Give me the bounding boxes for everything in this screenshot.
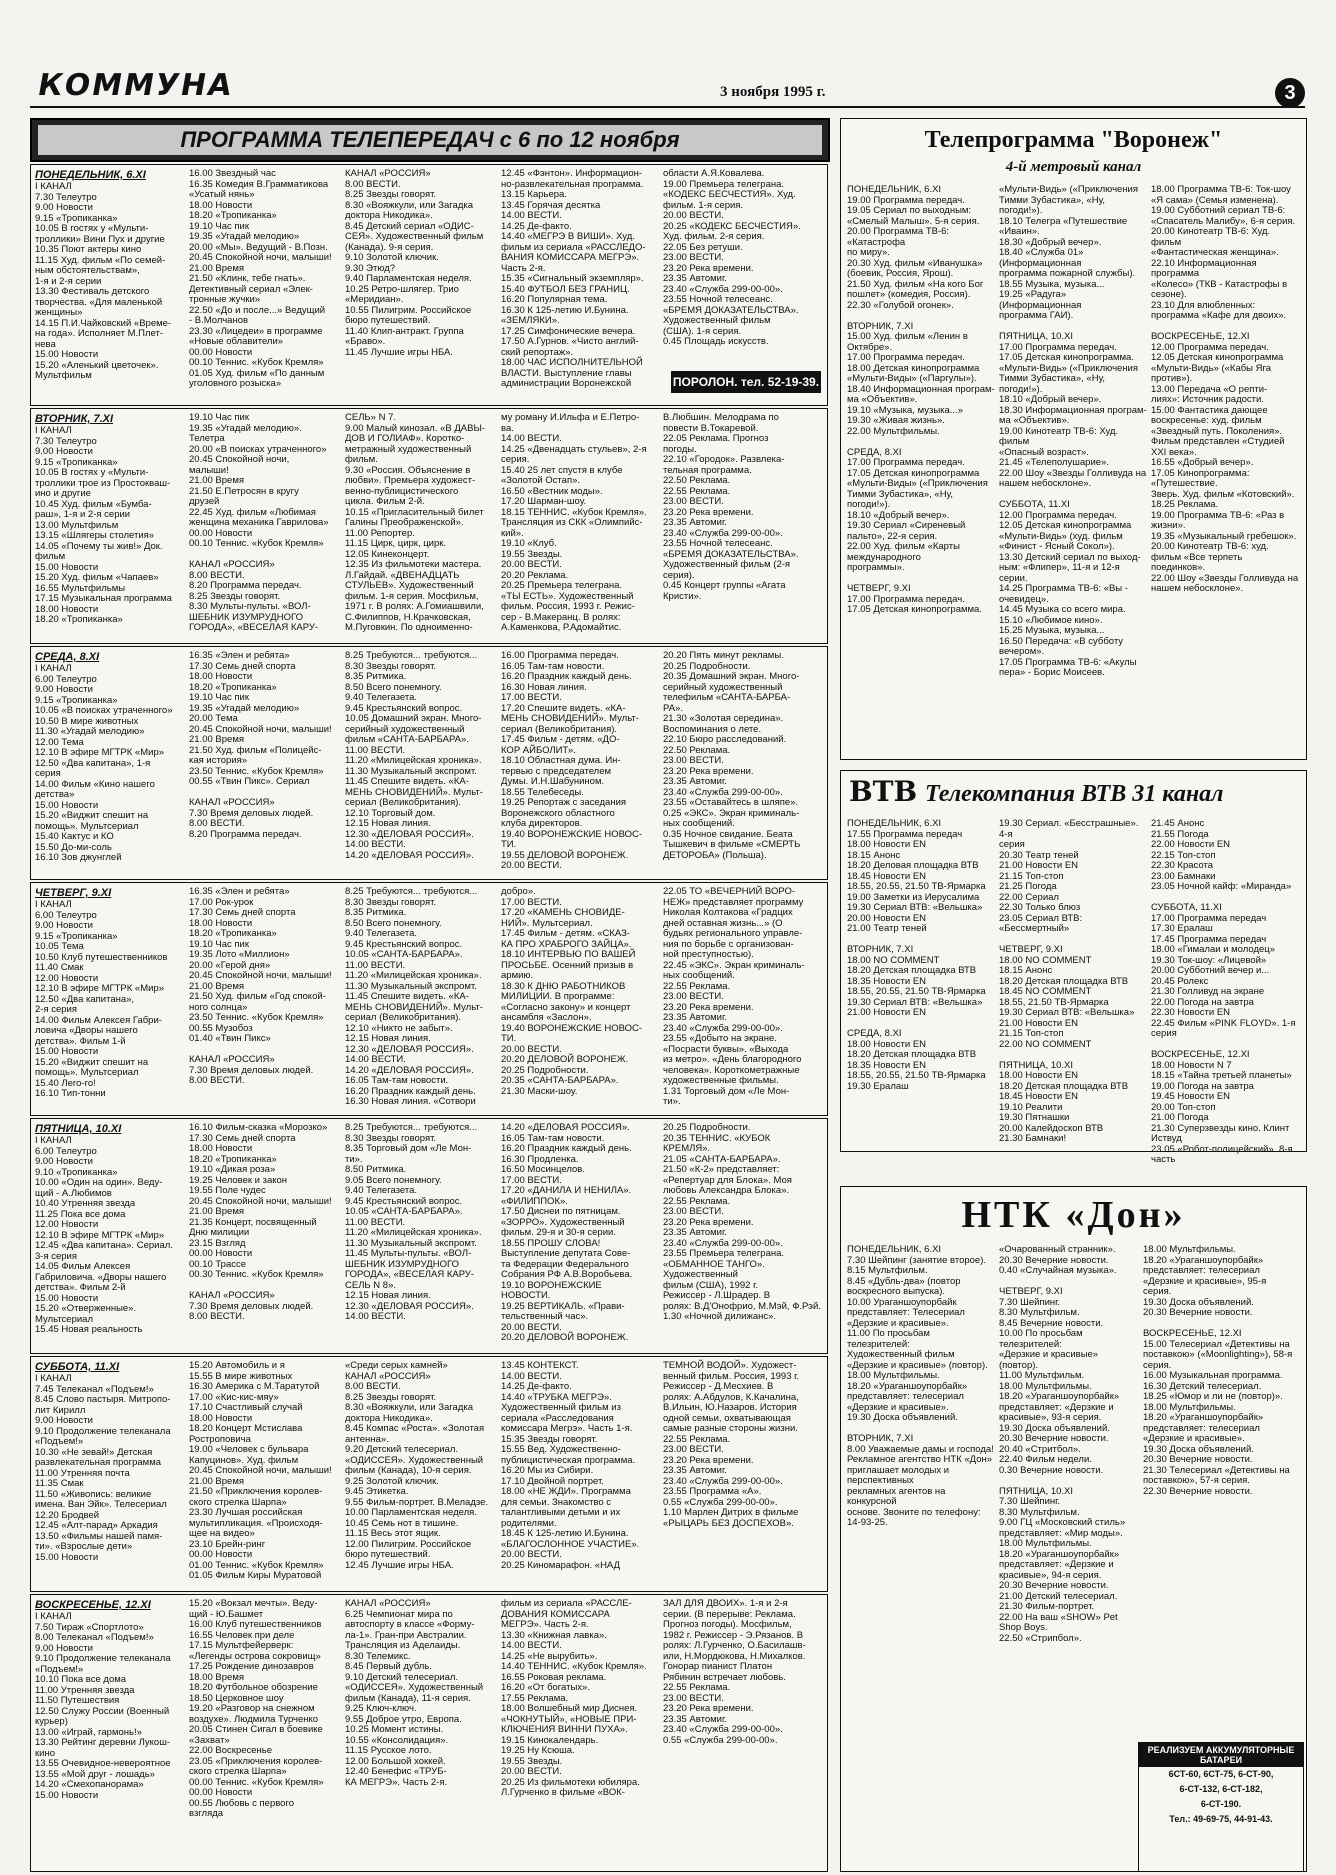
voronezh-col: 18.00 Программа ТВ-6: Ток-шоу «Я сама» (Семья изменена). 19.00 Субботний сериал ТВ-6: «Спасатель Малибу», 6-я серия. 20.00 Кинотеатр ТВ-6: Худ. фильм «Фантастическая женщина». 22.10 Информационная программа «Колесо» (ТКВ - Катастрофы в сезоне). 23.10 Для влюбленных: программа «Кафе для двоих». ВОСКРЕСЕНЬЕ, 12.XI 12.00 Программа передач. 12.05 Детская кинопрограмма «Мульти-Видь» («Кабы Яга против»). 13.00 Передача «О репти- лиях»: Источник радости. 15.00 Фантастика дающее воскресенье: худ. фильм «Звездный путь. Поколения». Фильм представлен «Студией XXI века». 16.55 «Добрый вечер». 17.05 Кинопрограмма: «Путешествие. Зверь. Худ. фильм «Котовский». 18.25 Реклама. 19.00 Программа ТВ-6: «Раз в жизни». 19.35 «Музыкальный гребешок». 20.00 Кинотеатр ТВ-6: худ. фильм «Все терпеть поединков». 22.00 Шоу «Звезды Голливуда на нашем небосклоне». bbox=[1151, 184, 1299, 594]
vtv-title: Телекомпания ВТВ 31 канал bbox=[925, 781, 1224, 807]
day-col: 8.25 Требуются... требуются... 8.30 Звезды говорят. 8.35 Ритмика. 8.50 Всего понемногу. 9.40 Телегазета. 9.45 Крестьянский вопрос. 10.05 Домашний экран. Много- серийный художественный фильм «САНТА-БАРБАРА». 11.00 ВЕСТИ. 11.20 «Милицейская хроника». 11.30 Музыкальный экспромт. 11.45 Спешите видеть. «КА- МЕНЬ СНОВИДЕНИЙ». Мульт- сериал (Великобритания). 12.10 Торговый дом. 12.15 Новая линия. 12.30 «ДЕЛОВАЯ РОССИЯ». 14.00 ВЕСТИ. 14.20 «ДЕЛОВАЯ РОССИЯ». bbox=[345, 650, 483, 861]
ntk-col: 18.00 Мультфильмы. 18.20 «Ураганшоупорбайк» представляет: телесериал «Дерзкие и красивые», 95-я серия. 19.30 Доска объявлений. 20.30 Вечерние новости. ВОСКРЕСЕНЬЕ, 12.XI 15.00 Телесериал «Детективы на поставкою» («Moonlighting»), 58-я серия. 16.00 Музыкальная программа. 16.30 Детский телесериал. 18.25 «Юмор и ли не (повтор)». 18.00 Мультфильмы. 18.20 «Ураганшоупорбайк» представляет: телесериал «Дерзкие и красивые». 19.30 Доска объявлений. 20.30 Вечерние новости. 21.30 Телесериал «Детективы на поставкою», 57-я серия. 22.30 Вечерние новости. bbox=[1143, 1244, 1293, 1497]
day-col: 16.00 Программа передач. 16.05 Там-там новости. 16.20 Праздник каждый день. 16.30 Новая линия. 17.00 ВЕСТИ. 17.20 Спешите видеть. «КА- МЕНЬ СНОВИДЕНИЙ». Мульт- сериал (Великобритания). 17.45 Фильм - детям. «ДО- КОР АЙБОЛИТ». 18.10 Областная дума. Ин- тервью с председателем Думы. И.Н.Шабунином. 18.55 Телебеседы. 19.25 Репортаж с заседания Воронежского областного клуба директоров. 19.40 ВОРОНЕЖСКИЕ НОВОС- ТИ. 19.55 ДЕЛОВОЙ ВОРОНЕЖ. 20.00 ВЕСТИ. bbox=[501, 650, 643, 871]
schedule-text: I КАНАЛ 7.45 Телеканал «Подъем!» 8.45 Слово пастыря. Митропо- лит Кирилл 9.00 Новости 9.10 Продолжение телеканала «Подъем!» 10.30 «Не зевай!» Детская развлекательная программа 11.00 Утренняя почта 11.35 Смак 11.50 «Живопись: великие имена. Ван Эйк». Телесериал 12.20 Бродвей 12.45 «Алт-парад» Аркадия 13.50 «Фильмы нашей памя- ти». «Взрослые дети» 15.00 Новости bbox=[35, 1373, 171, 1563]
day-col: «Среди серых камней» КАНАЛ «РОССИЯ» 8.00 ВЕСТИ. 8.25 Звезды говорят. 8.30 «Вояжкули, или Загадка доктора Никодика». 8.45 Компас «Роста». «Золотая антенна». 9.20 Детский телесериал. «ОДИССЕЯ». Художественный фильм (Канада), 10-я серия. 9.25 Золотой ключик. 9.45 Этикетка. 9.55 Фильм-портрет. В.Меладзе. 10.00 Парламентская неделя. 10.45 Семь нот в тишине. 11.15 Весь этот ящик. 12.00 Пилигрим. Российское бюро путешествий. 12.45 Лучшие игры НБА. bbox=[345, 1360, 489, 1571]
program-banner bbox=[30, 118, 830, 162]
day-col: 16.10 Фильм-сказка «Морозко» 17.30 Семь дней спорта 18.00 Новости 18.20 «Тропиканка» 19.10 «Дикая роза» 19.25 Человек и закон 19.55 Поле чудес 20.45 Спокойной ночи, малыши! 21.00 Время 21.35 Концерт, посвященный Дню милиции 23.15 Взгляд 00.00 Новости 00.10 Трассе 00.30 Теннис. «Кубок Кремля» КАНАЛ «РОССИЯ» 7.30 Время деловых людей. 8.00 ВЕСТИ. bbox=[189, 1122, 332, 1322]
day-heading: ВТОРНИК, 7.XI bbox=[35, 413, 114, 425]
day-heading: ПОНЕДЕЛЬНИК, 6.XI bbox=[35, 169, 146, 181]
schedule-text: I КАНАЛ 7.50 Тираж «Спортлото» 8.00 Телеканал «Подъем!» 9.00 Новости 9.10 Продолжение телеканала «Подъем!» 10.10 Пока все дома 11.00 Утренняя звезда 11.50 Путешествия 12.50 Служу России (Военный курьер) 13.00 «Играй, гармонь!» 13.30 Рейтинг деревни Лукош- кино 13.55 Очевидное-невероятное 13.55 «Мой друг - лошадь» 14.20 «Смехопанорама» 15.00 Новости bbox=[35, 1611, 171, 1801]
day-block-thursday bbox=[30, 882, 828, 1116]
day-col: 19.10 Час пик 19.35 «Угадай мелодию». Телетра 20.00 «В поисках утраченного» 20.45 Спокойной ночи, малыши! 21.00 Время 21.50 Е.Петросян в кругу друзей 22.45 Худ. фильм «Любимая женщина механика Гаврилова» 00.00 Новости 00.10 Теннис. «Кубок Кремля» КАНАЛ «РОССИЯ» 8.00 ВЕСТИ. 8.20 Программа передач. 8.25 Звезды говорят. 8.30 Мульты-пульты. «ВОЛ- ШЕБНИК ИЗУМРУДНОГО ГОРОДА», «ВЕСЕЛАЯ КАРУ- bbox=[189, 412, 329, 633]
day-block-sunday bbox=[30, 1594, 828, 1872]
day-block-saturday bbox=[30, 1356, 828, 1592]
day-block-friday bbox=[30, 1118, 828, 1354]
day-col: 16.35 «Элен и ребята» 17.30 Семь дней спорта 18.00 Новости 18.20 «Тропиканка» 19.10 Час пик 19.35 «Угадай мелодию» 20.00 Тема 20.45 Спокойной ночи, малыши! 21.00 Время 21.50 Худ. фильм «Полицейс- кая история» 23.50 Теннис. «Кубок Кремля» 00.55 «Твин Пикс». Сериал КАНАЛ «РОССИЯ» 7.30 Время деловых людей. 8.00 ВЕСТИ. 8.20 Программа передач. bbox=[189, 650, 332, 840]
vtv-program-block bbox=[840, 770, 1307, 1165]
ad-phone: Тел.: 49-69-75, 44-91-43. bbox=[1169, 1814, 1273, 1824]
day-heading: СРЕДА, 8.XI bbox=[35, 651, 100, 663]
ad-line: 6СТ-60, 6СТ-75, 6-СТ-90, bbox=[1168, 1769, 1274, 1779]
day-col: ЗАЛ ДЛЯ ДВОИХ». 1-я и 2-я серии. (В перерыве: Реклама. Прогноз погоды). Мосфильм, 1982 г. Режиссер - Э.Рязанов. В ролях: Л.Гурченко, О.Басилашв- или, Н.Мордюкова, Н.Михалков. Гонорар пианист Платон Рябинин встречает любовь. 22.55 Реклама. 23.00 ВЕСТИ. 23.20 Река времени. 23.35 Автомиг. 23.40 «Служба 299-00-00». 0.55 «Служба 299-00-00». bbox=[663, 1598, 806, 1746]
day-col bbox=[35, 1361, 185, 1587]
day-col: В.Любшин. Мелодрама по повести В.Токаревой. 22.05 Реклама. Прогноз погоды. 22.10 «Городок». Развлека- тельная программа. 22.50 Реклама. 22.55 Реклама. 23.00 ВЕСТИ. 23.20 Река времени. 23.35 Автомиг. 23.40 «Служба 299-00-00». 23.55 Ночной телесеанс. «БРЕМЯ ДОКАЗАТЕЛЬСТВА». Художественный фильм (2-я серия). 0.45 Концерт группы «Агата Кристи». bbox=[663, 412, 799, 602]
day-col bbox=[35, 1123, 185, 1349]
day-heading: ПЯТНИЦА, 10.XI bbox=[35, 1123, 122, 1135]
day-col: 15.20 Автомобиль и я 15.55 В мире животных 16.30 Америка с М.Таратутой 17.00 «Кис-кис-мяу» 17.10 Счастливый случай 18.00 Новости 18.20 Концерт Мстислава Ростроповича 19.00 «Человек с бульвара Капуцинов». Худ. фильм 20.45 Спокойной ночи, малыши! 21.00 Время 21.50 «Приключения королев- ского стрелка Шарпа» 23.30 Лучшая российская мультипликация. «Происходя- щее на видео» 23.10 Брейн-ринг 00.00 Новости 01.00 Теннис. «Кубок Кремля» 01.05 Фильм Киры Муратовой bbox=[189, 1360, 332, 1581]
voronezh-program-block bbox=[840, 118, 1307, 760]
vtv-col: ПОНЕДЕЛЬНИК, 6.XI 17.55 Программа передач 18.00 Новости EN 18.15 Анонс 18.20 Деловая площадка ВТВ 18.45 Новости EN 18.55, 20.55, 21.50 ТВ-Ярмарка 19.00 Заметки из Иерусалима 19.30 Сериал ВТВ: «Вельшка» 20.00 Новости EN 21.00 Театр теней ВТОРНИК, 7.XI 18.00 NO COMMENT 18.20 Детская площадка ВТВ 18.35 Новости EN 18.55, 20.55, 21.50 ТВ-Ярмарка 19.30 Сериал ВТВ: «Вельшка» 21.00 Новости EN СРЕДА, 8.XI 18.00 Новости EN 18.20 Детская площадка ВТВ 18.35 Новости EN 18.55, 20.55, 21.50 ТВ-Ярмарка 19.30 Ералаш bbox=[847, 818, 986, 1092]
day-col: 12.45 «Фэнтон». Информацион- но-развлекательная программа. 13.15 Карьера. 13.45 Горячая десятка 14.00 ВЕСТИ. 14.25 Де-факто. 14.40 «МЕГРЭ В ВИШИ». Худ. фильм из сериала «РАССЛЕДО- ВАНИЯ КОМИССАРА МЕГРЭ». Часть 2-я. 15.35 «Сигнальный экземпляр». 15.40 ФУТБОЛ БЕЗ ГРАНИЦ. 16.20 Популярная тема. 16.30 К 125-летию И.Бунина. «ЗЕМЛЯКИ». 17.25 Симфонические вечера. 17.50 А.Гурнов. «Чисто англий- ский репортаж». 18.00 ЧАС ИСПОЛНИТЕЛЬНОЙ ВЛАСТИ. Выступление главы администрации Воронежской bbox=[501, 168, 646, 389]
day-col bbox=[35, 651, 185, 875]
ad-phone-strip: ПОРОЛОН. тел. 52-19-39. bbox=[671, 371, 821, 393]
day-col: 13.45 КОНТЕКСТ. 14.00 ВЕСТИ. 14.25 Де-факто. 14.40 «ТРУБКА МЕГРЭ». Художественный фильм из сериала «Расследования комиссара Мегрэ». Часть 1-я. 15.35 Звезды говорят. 15.55 Вед. Художественно- публицистическая программа. 16.20 Мы из Сибири. 17.10 Двойной портрет. 18.00 «НЕ ЖДИ». Программа для семьи. Знакомство с талантливыми детьми и их родителями. 18.45 К 125-летию И.Бунина. «БЛАГОСЛОННОЕ УЧАСТИЕ». 20.00 ВЕСТИ. 20.25 Киномарафон. «НАД bbox=[501, 1360, 640, 1571]
schedule-text: I КАНАЛ 6.00 Телеутро 9.00 Новости 9.15 «Тропиканка» 10.05 «В поисках утраченного» 10.50 В мире животных 11.30 «Угадай мелодию» 12.00 Тема 12.10 В эфире МГТРК «Мир» 12.50 «Два капитана», 1-я серия 14.00 Фильм «Кино нашего детства» 15.00 Новости 15.20 «Виджит спешит на помощь». Мультсериал 15.40 Кактус и КО 15.50 До-ми-соль 16.10 Зов джунглей bbox=[35, 663, 173, 863]
day-col: КАНАЛ «РОССИЯ» 6.25 Чемпионат мира по автоспорту в классе «Форму- ла-1». Гран-при Австралии. Трансляция из Аделаиды. 8.30 Телемикс. 8.45 Первый дубль. 9.10 Детский телесериал. «ОДИССЕЯ». Художественный фильм (Канада), 11-я серия. 9.25 Ключ-ключ. 9.55 Доброе утро, Европа. 10.25 Момент истины. 10.55 «Консолидация». 11.15 Русское лото. 12.00 Большой хоккей. 12.40 Бенефис «ТРУБ- КА МЕГРЭ». Часть 2-я. bbox=[345, 1598, 484, 1788]
schedule-text: I КАНАЛ 6.00 Телеутро 9.00 Новости 9.15 «Тропиканка» 10.05 Тема 10.50 Клуб путешественников 11.40 Смак 12.00 Новости 12.10 В эфире МГТРК «Мир» 12.50 «Два капитана», 2-я серия 14.00 Фильм Алексея Габри- ловича «Дворы нашего детства». Фильм 1-й 15.00 Новости 15.20 «Виджит спешит на помощь». Мультсериал 15.40 Лего-го! 16.10 Тип-тонни bbox=[35, 899, 168, 1099]
day-col: 8.25 Требуются... требуются... 8.30 Звезды говорят. 8.35 Торговый дом «Ле Мон- ти». 8.50 Ритмика. 9.05 Всего понемногу. 9.40 Телегазета. 9.45 Крестьянский вопрос. 10.05 «САНТА-БАРБАРА». 11.00 ВЕСТИ. 11.20 «Милицейская хроника». 11.30 Музыкальный экспромт. 11.45 Мульты-пульты. «ВОЛ- ШЕБНИК ИЗУМРУДНОГО ГОРОДА», «ВЕСЕЛАЯ КАРУ- СЕЛЬ N 8». 12.15 Новая линия. 12.30 «ДЕЛОВАЯ РОССИЯ». 14.00 ВЕСТИ. bbox=[345, 1122, 482, 1322]
schedule-text: I КАНАЛ 6.00 Телеутро 9.00 Новости 9.10 «Тропиканка» 10.00 «Один на один». Веду- щий - А.Любимов 10.40 Утренняя звезда 11.25 Пока все дома 12.00 Новости 12.10 В эфире МГТРК «Мир» 12.45 «Два капитана». Сериал. 3-я серия 14.05 Фильм Алексея Габриловича. «Дворы нашего детства». Фильм 2-й 15.00 Новости 15.20 «Отверженные». Мультсериал 15.45 Новая реальность bbox=[35, 1135, 173, 1335]
issue-date: 3 ноября 1995 г. bbox=[720, 84, 826, 100]
day-col bbox=[35, 1599, 185, 1867]
day-col: 20.25 Подробности. 20.35 ТЕННИС. «КУБОК КРЕМЛЯ». 21.05 «САНТА-БАРБАРА». 21.50 «К-2» представляет: «Репертуар для Блока». Моя любовь Александра Блока». 22.55 Реклама. 23.00 ВЕСТИ. 23.20 Река времени. 23.35 Автомиг. 23.40 «Служба 299-00-00». 23.55 Премьера телеграна. «ОБМАННОЕ ТАНГО». Художественный фильм (США), 1992 г. Режиссер - Л.Шрадер. В ролях: В.Д'Онофрио, М.Мэй, Ф.Рэй. 1.30 «Ночной дилижанс». bbox=[663, 1122, 821, 1322]
day-col: ТЕМНОЙ ВОДОЙ». Художест- венный фильм. Россия, 1993 г. Режиссер - Д.Месхиев. В ролях: А.Абдулов, К.Качалина, В.Ильин, Ю.Назаров. История одной семьи, охватывающая самые разные стороны жизни. 22.55 Реклама. 23.00 ВЕСТИ. 23.20 Река времени. 23.35 Автомиг. 23.40 «Служба 299-00-00». 23.55 Программа «А». 0.55 «Служба 299-00-00». 1.10 Марлен Дитрих в фильме «РЫЦАРЬ БЕЗ ДОСПЕХОВ». bbox=[663, 1360, 800, 1529]
day-block-tuesday bbox=[30, 408, 828, 644]
ntk-title: НТК «Дон» bbox=[961, 1194, 1186, 1236]
ntk-col: ПОНЕДЕЛЬНИК, 6.XI 7.30 Шейпинг (занятие второе). 8.15 Мультфильм. 8.45 «Дубль-два» (повтор воскресного выпуска). 10.00 Ураганшоупорбайк представляет: Телесериал «Дерзкие и красивые». 11.00 По просьбам телезрителей: Художественный фильм «Дерзкие и красивые» (повтор). 18.00 Мультфильмы. 18.20 «Ураганшоупорбайк» представляет: телесериал «Дерзкие и красивые». 19.30 Доска объявлений. ВТОРНИК, 7.XI 8.00 Уважаемые дамы и господа! Рекламное агентство НТК «Дон» приглашает молодых и перспективных рекламных агентов на конкурсной основе. Звоните по телефону: 14-93-25. bbox=[847, 1244, 994, 1528]
ad-title: РЕАЛИЗУЕМ АККУМУЛЯТОРНЫЕ БАТАРЕИ bbox=[1139, 1743, 1303, 1767]
day-heading: ЧЕТВЕРГ, 9.XI bbox=[35, 887, 112, 899]
voronezh-title: Телепрограмма "Воронеж" bbox=[924, 127, 1223, 153]
schedule-text: I КАНАЛ 7.30 Телеутро 9.00 Новости 9.15 «Тропиканка» 10.05 В гостях у «Мульти- троллики» Вини Пух и другие 10.35 Поют актеры кино 11.15 Худ. фильм «По семей- ным обстоятельствам», 1-я и 2-я серии 13.30 Фестиваль детского творчества. «Для маленькой женщины» 14.15 П.И.Чайковский «Време- на года». Исполняет М.Плет- нева 15.00 Новости 15.20 «Аленький цветочек». Мультфильм bbox=[35, 181, 172, 381]
voronezh-col: «Мульти-Видь» («Приключения Тимми Зубастика», «Ну, погоди!»). 18.10 Телегра «Путешествие «Иваин». 18.30 «Добрый вечер». 18.40 «Служба 01» (Информационная программа пожарной службы). 18.55 Музыка, музыка... 19.25 «Радуга» (Информационная программа ГАИ). ПЯТНИЦА, 10.XI 17.00 Программа передач. 17.05 Детская кинопрограмма. «Мульти-Видь» («Приключения Тимми Зубастика», «Ну, погоди!»). 18.10 «Добрый вечер». 18.30 Информационная програм- ма «Объектив». 19.00 Кинотеатр ТВ-6: Худ. фильм «Опасный возраст». 21.45 «Телеполушарие». 22.00 Шоу «Звезды Голливуда на нашем небосклоне». СУББОТА, 11.XI 12.00 Программа передач. 12.05 Детская кинопрограмма «Мульти-Видь» (худ. фильм «Финист - Ясный Сокол»). 13.30 Детский сериал по выход- ным: «Флипер», 11-я и 12-я серии. 14.25 Программа ТВ-6: «Вы - очевидец». 14.45 Музыка со всего мира. 15.10 «Любимое кино». 15.25 Музыка, музыка... 16.50 Передача: «В субботу вечером». 17.05 Программа ТВ-6: «Акулы пера» - Борис Моисеев. bbox=[999, 184, 1147, 678]
day-col: 15.20 «Вокзал мечты». Веду- щий - Ю.Башмет 16.00 Клуб путешественников 16.55 Человек при деле 17.15 Мультфейерверк: «Легенды острова сокровищ» 17.25 Рождение динозавров 18.00 Время 18.20 Футбольное обозрение 18.50 Церковное шоу 19.20 «Разговор на снежном воздухе». Людмила Турченко 20.05 Стинен Сигал в боевике «Захват» 22.00 Воскресенье 23.05 «Приключения королев- ского стрелка Шарпа» 00.00 Теннис. «Кубок Кремля» 00.00 Новости 00.55 Любовь с первого взгляда bbox=[189, 1598, 324, 1819]
newspaper-logo: КОММУНА bbox=[34, 68, 237, 103]
ad-line: 6-СТ-190. bbox=[1200, 1799, 1242, 1809]
day-col: му роману И.Ильфа и Е.Петро- ва. 14.00 ВЕСТИ. 14.25 «Двенадцать стульев», 2-я серия. 15.40 25 лет спустя в клубе «Золотой Остап». 16.50 «Вестник моды». 17.20 Шарман-шоу. 18.15 ТЕННИС. «Кубок Кремля». Трансляция из СКК «Олимпийс- кий». 19.10 «Клуб. 19.55 Звезды. 20.00 ВЕСТИ. 20.20 Реклама. 20.25 Премьера телеграна. «ТЫ ЕСТЬ». Художественный фильм. Россия, 1993 г. Режис- сер - В.Макеранц. В ролях: А.Каменкова, Р.Адомайтис. bbox=[501, 412, 647, 633]
schedule-text: I КАНАЛ 7.30 Телеутро 9.00 Новости 9.15 «Тропиканка» 10.05 В гостях у «Мульти- троллики трое из Простокваш- ино и другие 10.45 Худ. фильм «Бумба- раш», 1-я и 2-я серии 13.00 Мультфильм 13.15 «Шлягеры столетия» 14.05 «Почему ты жив!» Док. фильм 15.00 Новости 15.20 Худ. фильм «Чапаев» 16.55 Мультфильмы 17.15 Музыкальная программа 18.00 Новости 18.20 «Тропиканка» bbox=[35, 425, 172, 625]
day-col: КАНАЛ «РОССИЯ» 8.00 ВЕСТИ. 8.25 Звезды говорят. 8.30 «Вояжкули, или Загадка доктора Никодика». 8.45 Детский сериал «ОДИС- СЕЯ». Художественный фильм (Канада). 9-я серия. 9.10 Золотой ключик. 9.30 Этюд? 9.40 Парламентская неделя. 10.25 Ретро-шлягер. Трио «Меридиан». 10.55 Пилигрим. Российское бюро путешествий. 11.40 Клип-антракт. Группа «Браво». 11.45 Лучшие игры НБА. bbox=[345, 168, 484, 358]
day-col: 22.05 ТО «ВЕЧЕРНИЙ ВОРО- НЕЖ» представляет программу Николая Колтакова «Градцих дней оставная жизнь...» (О будьях регионального управле- ния по борьбе с организован- ной преступностью). 22.45 «ЭКС». Экран криминаль- ных сообщений. 22.55 Реклама. 23.00 ВЕСТИ. 23.20 Река времени. 23.35 Автомиг. 23.40 «Служба 299-00-00». 23.55 «Добыто на экране. «Посрасти буквы». «Выхода из метро». «День благородного человека». Короткометражные художественные фильмы. 1.31 Торговый дом «Ле Мон- ти». bbox=[663, 886, 805, 1107]
day-col: 8.25 Требуются... требуются... 8.30 Звезды говорят. 8.35 Ритмика. 8.50 Всего понемногу. 9.40 Телегазета. 9.45 Крестьянский вопрос. 10.05 «САНТА-БАРБАРА». 11.00 ВЕСТИ. 11.20 «Милицейская хроника». 11.30 Музыкальный экспромт. 11.45 Спешите видеть. «КА- МЕНЬ СНОВИДЕНИЙ». Мульт- сериал (Великобритания). 12.10 «Никто не забыт». 12.15 Новая линия. 12.30 «ДЕЛОВАЯ РОССИЯ». 14.00 ВЕСТИ. 14.20 «ДЕЛОВАЯ РОССИЯ». 16.05 Там-там новости. 16.20 Праздник каждый день. 16.30 Новая линия. «Сотвори bbox=[345, 886, 483, 1107]
day-col bbox=[35, 169, 185, 401]
ad-line: 6-СТ-132, 6-СТ-182, bbox=[1179, 1784, 1263, 1794]
day-block-monday bbox=[30, 164, 828, 406]
battery-ad bbox=[1138, 1742, 1304, 1872]
vtv-col: 19.30 Сериал. «Бесстрашные». 4-я серия 20.30 Театр теней 21.00 Новости EN 21.15 Топ-стоп 21.25 Погода 22.00 Сериал 22.30 Только блюз 23.05 Сериал ВТВ: «Бессмертный» ЧЕТВЕРГ, 9.XI 18.00 NO COMMENT 18.15 Анонс 18.20 Детская площадка ВТВ 18.45 NO COMMENT 18.55, 21.50 ТВ-Ярмарка 19.30 Сериал ВТВ: «Вельшка» 21.00 Новости EN 21.15 Топ-стоп 22.00 NO COMMENT ПЯТНИЦА, 10.XI 18.00 Новости EN 18.20 Детская площадка ВТВ 18.45 Новости EN 19.10 Реалити 19.30 Пятнашки 20.00 Калейдоскоп ВТВ 21.30 Бамнаки! bbox=[999, 818, 1139, 1144]
voronezh-subtitle: 4-й метровый канал bbox=[1005, 159, 1142, 175]
day-col: добро». 17.00 ВЕСТИ. 17.20 «КАМЕНЬ СНОВИДЕ- НИЙ». Мультсериал. 17.45 Фильм - детям. «СКАЗ- КА ПРО ХРАБРОГО ЗАЙЦА». 18.10 ИНТЕРВЬЮ ПО ВАШЕЙ ПРОСЬБЕ. Осенний призыв в армию. 18.30 К ДНЮ РАБОТНИКОВ МИЛИЦИИ. В программе: «Согласно закону» и концерт ансамбля «Заслон». 19.40 ВОРОНЕЖСКИЕ НОВОС- ТИ. 20.00 ВЕСТИ. 20.20 ДЕЛОВОЙ ВОРОНЕЖ. 20.25 Подробности. 20.35 «САНТА-БАРБАРА». 21.30 Маски-шоу. bbox=[501, 886, 643, 1097]
day-col: фильм из сериала «РАССЛЕ- ДОВАНИЯ КОМИССАРА МЕГРЭ». Часть 2-я. 13.30 «Книжная лавка». 14.00 ВЕСТИ. 14.25 «Не вырубить». 14.40 ТЕННИС. «Кубок Кремля». 16.55 Роковая реклама. 16.20 «От богатых». 17.55 Реклама. 18.00 Волшебный мир Диснея. «ЧОКНУТЫЙ», «НОВЫЕ ПРИ- КЛЮЧЕНИЯ ВИННИ ПУХА». 19.15 Кинокалендарь. 19.25 Ну Ксюша. 19.55 Звезды. 20.00 ВЕСТИ. 20.25 Из фильмотеки юбиляра. Л.Гурченко в фильме «ВОК- bbox=[501, 1598, 647, 1798]
day-col: 14.20 «ДЕЛОВАЯ РОССИЯ». 16.05 Там-там новости. 16.20 Праздник каждый день. 16.30 Продленка. 16.50 Мосинцелов. 17.00 ВЕСТИ. 17.20 «ДАНИЛА И НЕНИЛА». «ФИЛИППОК». 17.50 Диснеи по пятницам. «ЗОРРО». Художественный фильм. 29-я и 30-я серии. 18.55 ПРОШУ СЛОВА! Выступление депутата Сове- та Федерации Федерального Собрания РФ А.В.Воробьева. 19.10 ВОРОНЕЖСКИЕ НОВОСТИ. 19.25 ВЕРТИКАЛЬ. «Прави- тельственный час». 20.00 ВЕСТИ. 20.20 ДЕЛОВОЙ ВОРОНЕЖ. bbox=[501, 1122, 633, 1343]
day-col: 20.20 Пять минут рекламы. 20.25 Подробности. 20.35 Домашний экран. Много- серийный художественный телефильм «САНТА-БАРБА- РА». 21.30 «Золотая середина». Воспоминания о лете. 22.10 Бюро расследований. 22.50 Реклама. 23.00 ВЕСТИ. 23.20 Река времени. 23.35 Автомиг. 23.40 «Служба 299-00-00». 23.55 «Оставайтесь в шляпе». 0.25 «ЭКС». Экран криминаль- ных сообщений. 0.35 Ночное свидание. Беата Тышкевич в фильме «СМЕРТЬ ДЕТОРОБА» (Польша). bbox=[663, 650, 801, 861]
day-heading: ВОСКРЕСЕНЬЕ, 12.XI bbox=[35, 1599, 151, 1611]
page-number: 3 bbox=[1275, 78, 1305, 108]
ntk-col: «Очарованный странник». 20.30 Вечерние новости. 0.40 «Случайная музыка». ЧЕТВЕРГ, 9.XI 7.30 Шейпинг. 8.30 Мультфильм. 8.45 Вечерние новости. 10.00 По просьбам телезрителей: «Дерзкие и красивые» (повтор). 11.00 Мультфильм. 18.00 Мультфильмы. 18.20 «Ураганшоупорбайк» представляет: «Дерзкие и красивые», 93-я серия. 19.30 Доска объявлений. 20.30 Вечерние новости. 20.40 «Стритбол». 22.40 Фильм недели. 0.30 Вечерние новости. ПЯТНИЦА, 10.XI 7.30 Шейпинг. 8.30 Мультфильм. 9.00 ГЦ «Московский стиль» представляет: «Мир моды». 18.00 Мультфильмы. 18.20 «Ураганшоупорбайк» представляет: «Дерзкие и красивые», 94-я серия. 20.30 Вечерние новости. 21.00 Детский телесериал. 21.30 Фильм-портрет. 22.00 На ваш «SHOW» Pet Shop Boys. 22.50 «Стрипбол». bbox=[999, 1244, 1126, 1644]
day-col bbox=[35, 413, 185, 639]
voronezh-col: ПОНЕДЕЛЬНИК, 6.XI 19.00 Программа передач. 19.05 Сериал по выходным: «Смелый Малыш». 5-я серия. 20.00 Программа ТВ-6: «Катастрофа по миру». 20.30 Худ. фильм «Иванушка» (боевик, Россия, Ярош). 21.50 Худ. фильм «На кого Бог пошлет» (комедия, Россия). 22.30 «Голубой огонек». ВТОРНИК, 7.XI 15.00 Худ. фильм «Ленин в Октябре». 17.00 Программа передач. 18.00 Детская кинопрограмма «Мульти-Виды» («Паргулы»). 18.40 Информационная програм- ма «Объектив». 19.10 «Музыка, музыка...» 19.30 «Живая жизнь». 22.00 Мультфильмы. СРЕДА, 8.XI 17.00 Программа передач. 17.05 Детская кинопрограмма «Мульти-Виды» («Приключения Тимми Зубастика», «Ну, погоди!»). 18.10 «Добрый вечер». 19.30 Сериал «Сиреневый пальто», 22-я серия. 22.00 Худ. фильм «Карты международного программы». ЧЕТВЕРГ, 9.XI 17.00 Программа передач. 17.05 Детская кинопрограмма. bbox=[847, 184, 995, 615]
day-col: 16.35 «Элен и ребята» 17.00 Рок-урок 17.30 Семь дней спорта 18.00 Новости 18.20 «Тропиканка» 19.10 Час пик 19.35 Лото «Миллион» 20.00 «Герой дня» 20.45 Спокойной ночи, малыши! 21.00 Время 21.50 Худ. фильм «Год спокой- ного солнца» 23.50 Теннис. «Кубок Кремля» 00.55 Музобоз 01.40 «Твин Пикс» КАНАЛ «РОССИЯ» 7.30 Время деловых людей. 8.00 ВЕСТИ. bbox=[189, 886, 332, 1086]
vtv-logo: ВТВ bbox=[849, 775, 918, 808]
masthead bbox=[30, 64, 1305, 108]
vtv-col: 21.45 Анонс 21.55 Погода 22.00 Новости EN 22.15 Топ-стоп 22.30 Красота 23.00 Бамнаки 23.05 Ночной кайф: «Миранда» СУББОТА, 11.XI 17.00 Программа передач 17.30 Ералаш 17.45 Программа передач 18.00 «Гималаи и молодец» 19.30 Ток-шоу: «Лицевой» 20.00 Субботний вечер и... 20.45 Ролекс 21.30 Голливуд на экране 22.00 Погода на завтра 22.30 Новости EN 22.45 Фильм «PINK FLOYD». 1-я серия ВОСКРЕСЕНЬЕ, 12.XI 18.00 Новости N 7 18.15 «Тайна третьей планеты» 19.00 Погода на завтра 19.45 Новости EN 20.00 Топ-стоп 21.00 Погода 21.30 Суперзвезды кино. Клинт Иствуд 23.05 «Робот-полицейский». 8-я часть bbox=[1151, 818, 1296, 1165]
day-col: СЕЛЬ» N 7. 9.00 Малый кинозал. «В ДАВЫ- ДОВ И ГОЛИАФ». Коротко- метражный художественный фильм. 9.30 «Россия. Объяснение в любви». Премьера художест- венно-публицистического цикла. Фильм 2-й. 10.15 «Пригласительный билет Галины Преображенской». 11.00 Репортер. 11.15 Цирк, цирк, цирк. 12.05 Кинеконцерт. 12.35 Из фильмотеки мастера. Л.Гайдай. «ДВЕНАДЦАТЬ СТУЛЬЕВ». Художественный фильм. 1-я серия. Мосфильм, 1971 г. В ролях: А.Гомиашвили, С.Филиппов, Н.Крачковская, М.Пуговкин. По одноименно- bbox=[345, 412, 486, 633]
day-block-wednesday bbox=[30, 646, 828, 880]
day-col bbox=[35, 887, 185, 1111]
day-heading: СУББОТА, 11.XI bbox=[35, 1361, 120, 1373]
day-col: 16.00 Звездный час 16.35 Комедия В.Грамматикова «Усатый нянь» 18.00 Новости 18.20 «Тропиканка» 19.10 Час пик 19.35 «Угадай мелодию» 20.00 «Мы». Ведущий - В.Позн. 20.45 Спокойной ночи, малыши! 21.00 Время 21.50 «Клинк, тебе гнать». Детективный сериал «Элек- тронные жучки» 22.50 «До и после...» Ведущий - В.Молчанов 23.30 «Лицедеи» в программе «Новые облавители» 00.00 Новости 00.10 Теннис. «Кубок Кремля» 01.05 Худ. фильм «По данным уголовного розыска» bbox=[189, 168, 332, 389]
banner-title: ПРОГРАММА ТЕЛЕПЕРЕДАЧ с 6 по 12 ноября bbox=[38, 125, 822, 155]
day-col: области А.Я.Ковалева. 19.00 Премьера телеграна. «КОДЕКС БЕСЧЕСТИЯ». Худ. фильм. 1-я серия. 20.00 ВЕСТИ. 20.25 «КОДЕКС БЕСЧЕСТИЯ». Худ. фильм. 2-я серия. 22.05 Без ретуши. 23.00 ВЕСТИ. 23.20 Река времени. 23.35 Автомиг. 23.40 «Служба 299-00-00». 23.55 Ночной телесеанс. «БРЕМЯ ДОКАЗАТЕЛЬСТВА». Художественный фильм (США). 1-я серия. 0.45 Площадь искусств. bbox=[663, 168, 801, 347]
